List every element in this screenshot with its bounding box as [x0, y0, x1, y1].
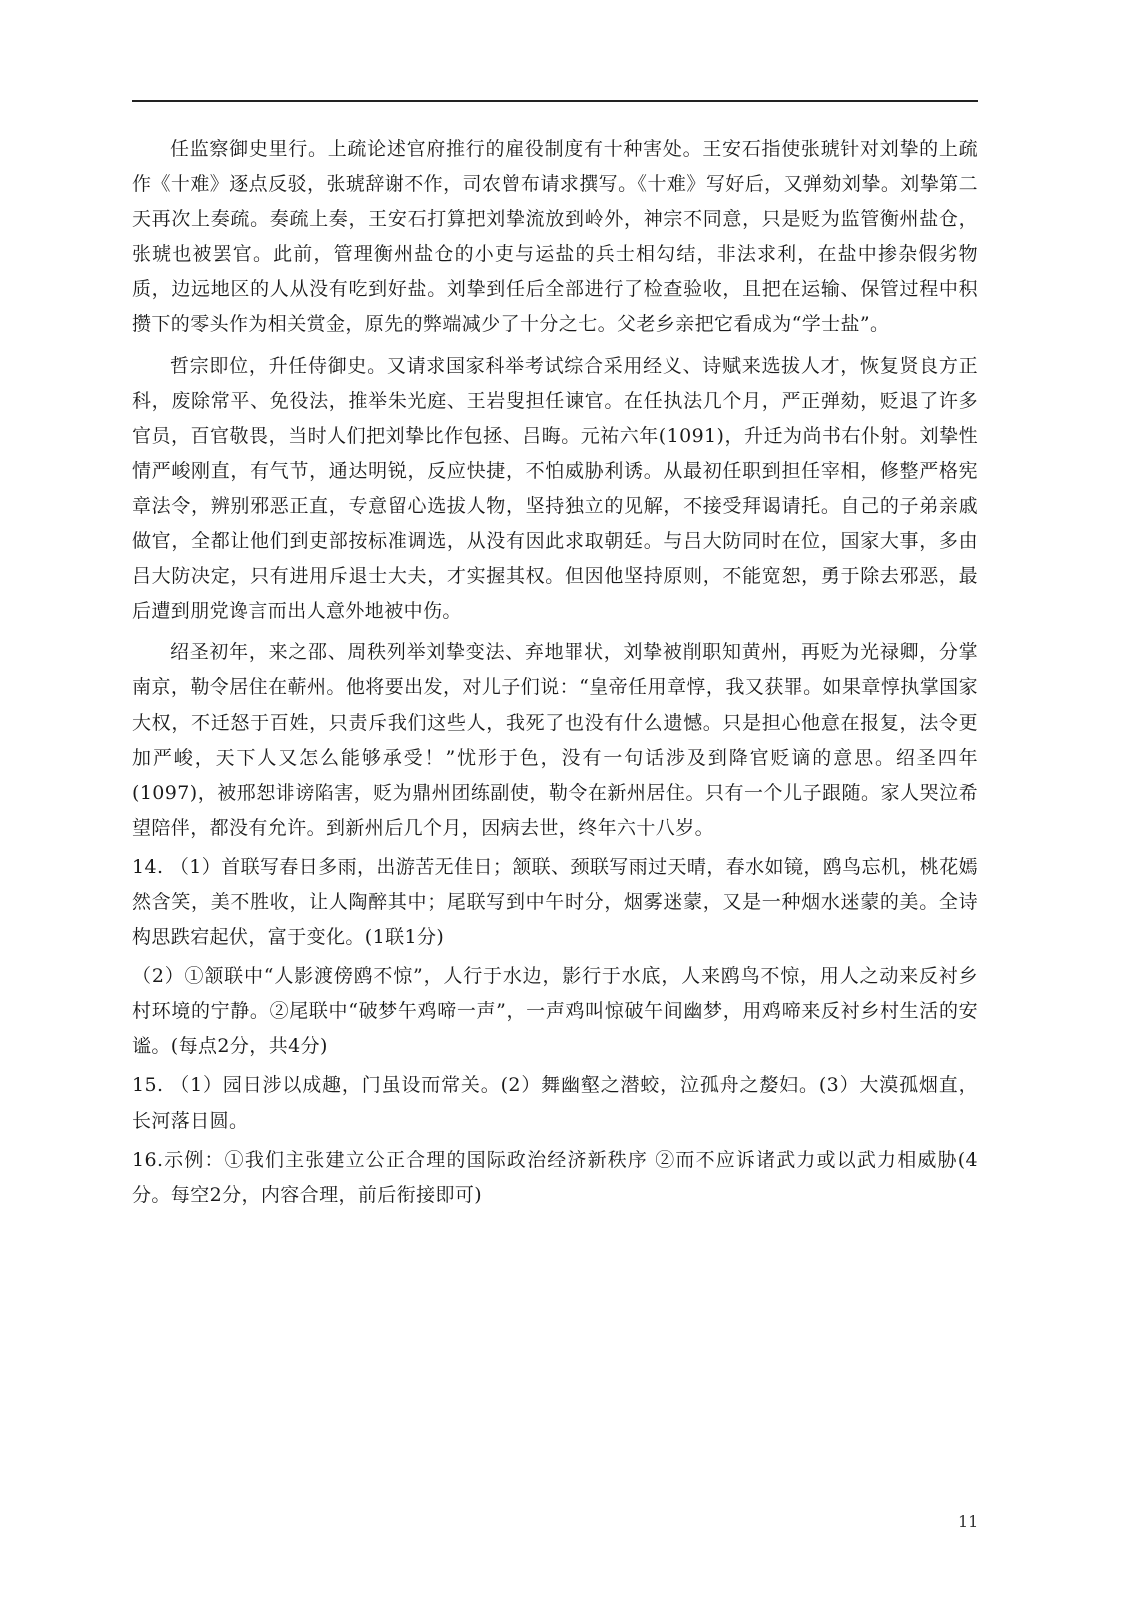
answer-14-part-2: （2）①颔联中“人影渡傍鸥不惊”，人行于水边，影行于水底，人来鸥鸟不惊，用人之动来反衬乡村环境的宁静。②尾联中“破梦午鸡啼一声”，一声鸡叫惊破午间幽梦，用鸡啼来反衬乡村生活的安谧。(每点2分，共4分): [132, 965, 978, 1058]
header-rule: [132, 100, 978, 102]
passage-paragraph-2: 哲宗即位，升任侍御史。又请求国家科举考试综合采用经义、诗赋来选拔人才，恢复贤良方正科，废除常平、免役法，推举朱光庭、王岩叟担任谏官。在任执法几个月，严正弹劾，贬退了许多官员，百官敬畏，当时人们把刘挚比作包拯、吕晦。元祐六年(1091)，升迁为尚书右仆射。刘挚性情严峻刚直，有气节，通达明锐，反应快捷，不怕威胁利诱。从最初任职到担任宰相，修整严格宪章法令，辨别邪恶正直，专意留心选拔人物，坚持独立的见解，不接受拜谒请托。自己的子弟亲戚做官，全都让他们到吏部按标准调选，从没有因此求取朝廷。与吕大防同时在位，国家大事，多由吕大防决定，只有进用斥退士大夫，才实握其权。但因他坚持原则，不能宽恕，勇于除去邪恶，最后遭到朋党谗言而出人意外地被中伤。: [132, 354, 978, 623]
passage-paragraph-3: 绍圣初年，来之邵、周秩列举刘挚变法、弃地罪状，刘挚被削职知黄州，再贬为光禄卿，分掌南京，勒令居住在蕲州。他将要出发，对儿子们说：“皇帝任用章惇，我又获罪。如果章惇执掌国家大权，不迁怒于百姓，只责斥我们这些人，我死了也没有什么遗憾。只是担心他意在报复，法令更加严峻，天下人又怎么能够承受！”忧形于色，没有一句话涉及到降官贬谪的意思。绍圣四年(1097)，被邢恕诽谤陷害，贬为鼎州团练副使，勒令在新州居住。只有一个儿子跟随。家人哭泣希望陪伴，都没有允许。到新州后几个月，因病去世，终年六十八岁。: [132, 641, 978, 839]
answer-15: 15. （1）园日涉以成趣，门虽设而常关。(2）舞幽壑之潜蛟，泣孤舟之嫠妇。(3）大漠孤烟直，长河落日圆。: [132, 1074, 978, 1132]
passage-paragraph-1: 任监察御史里行。上疏论述官府推行的雇役制度有十种害处。王安石指使张琥针对刘挚的上疏作《十难》逐点反驳，张琥辞谢不作，司农曾布请求撰写。《十难》写好后，又弹劾刘挚。刘挚第二天再次上奏疏。奏疏上奏，王安石打算把刘挚流放到岭外，神宗不同意，只是贬为监管衡州盐仓，张琥也被罢官。此前，管理衡州盐仓的小吏与运盐的兵士相勾结，非法求利，在盐中掺杂假劣物质，边远地区的人从没有吃到好盐。刘挚到任后全部进行了检查验收，且把在运输、保管过程中积攒下的零头作为相关赏金，原先的弊端减少了十分之七。父老乡亲把它看成为“学士盐”。: [132, 138, 978, 336]
answer-14-part-1: 14. （1）首联写春日多雨，出游苦无佳日；颔联、颈联写雨过天晴，春水如镜，鸥鸟忘机，桃花嫣然含笑，美不胜收，让人陶醉其中；尾联写到中午时分，烟雾迷蒙，又是一种烟水迷蒙的美。全诗构思跌宕起伏，富于变化。(1联1分): [132, 855, 978, 949]
answer-16: 16.示例：①我们主张建立公正合理的国际政治经济新秩序 ②而不应诉诸武力或以武力相威胁(4分。每空2分，内容合理，前后衔接即可): [132, 1148, 978, 1206]
page-number: 11: [958, 1512, 979, 1531]
document-body: [132, 132, 978, 1213]
